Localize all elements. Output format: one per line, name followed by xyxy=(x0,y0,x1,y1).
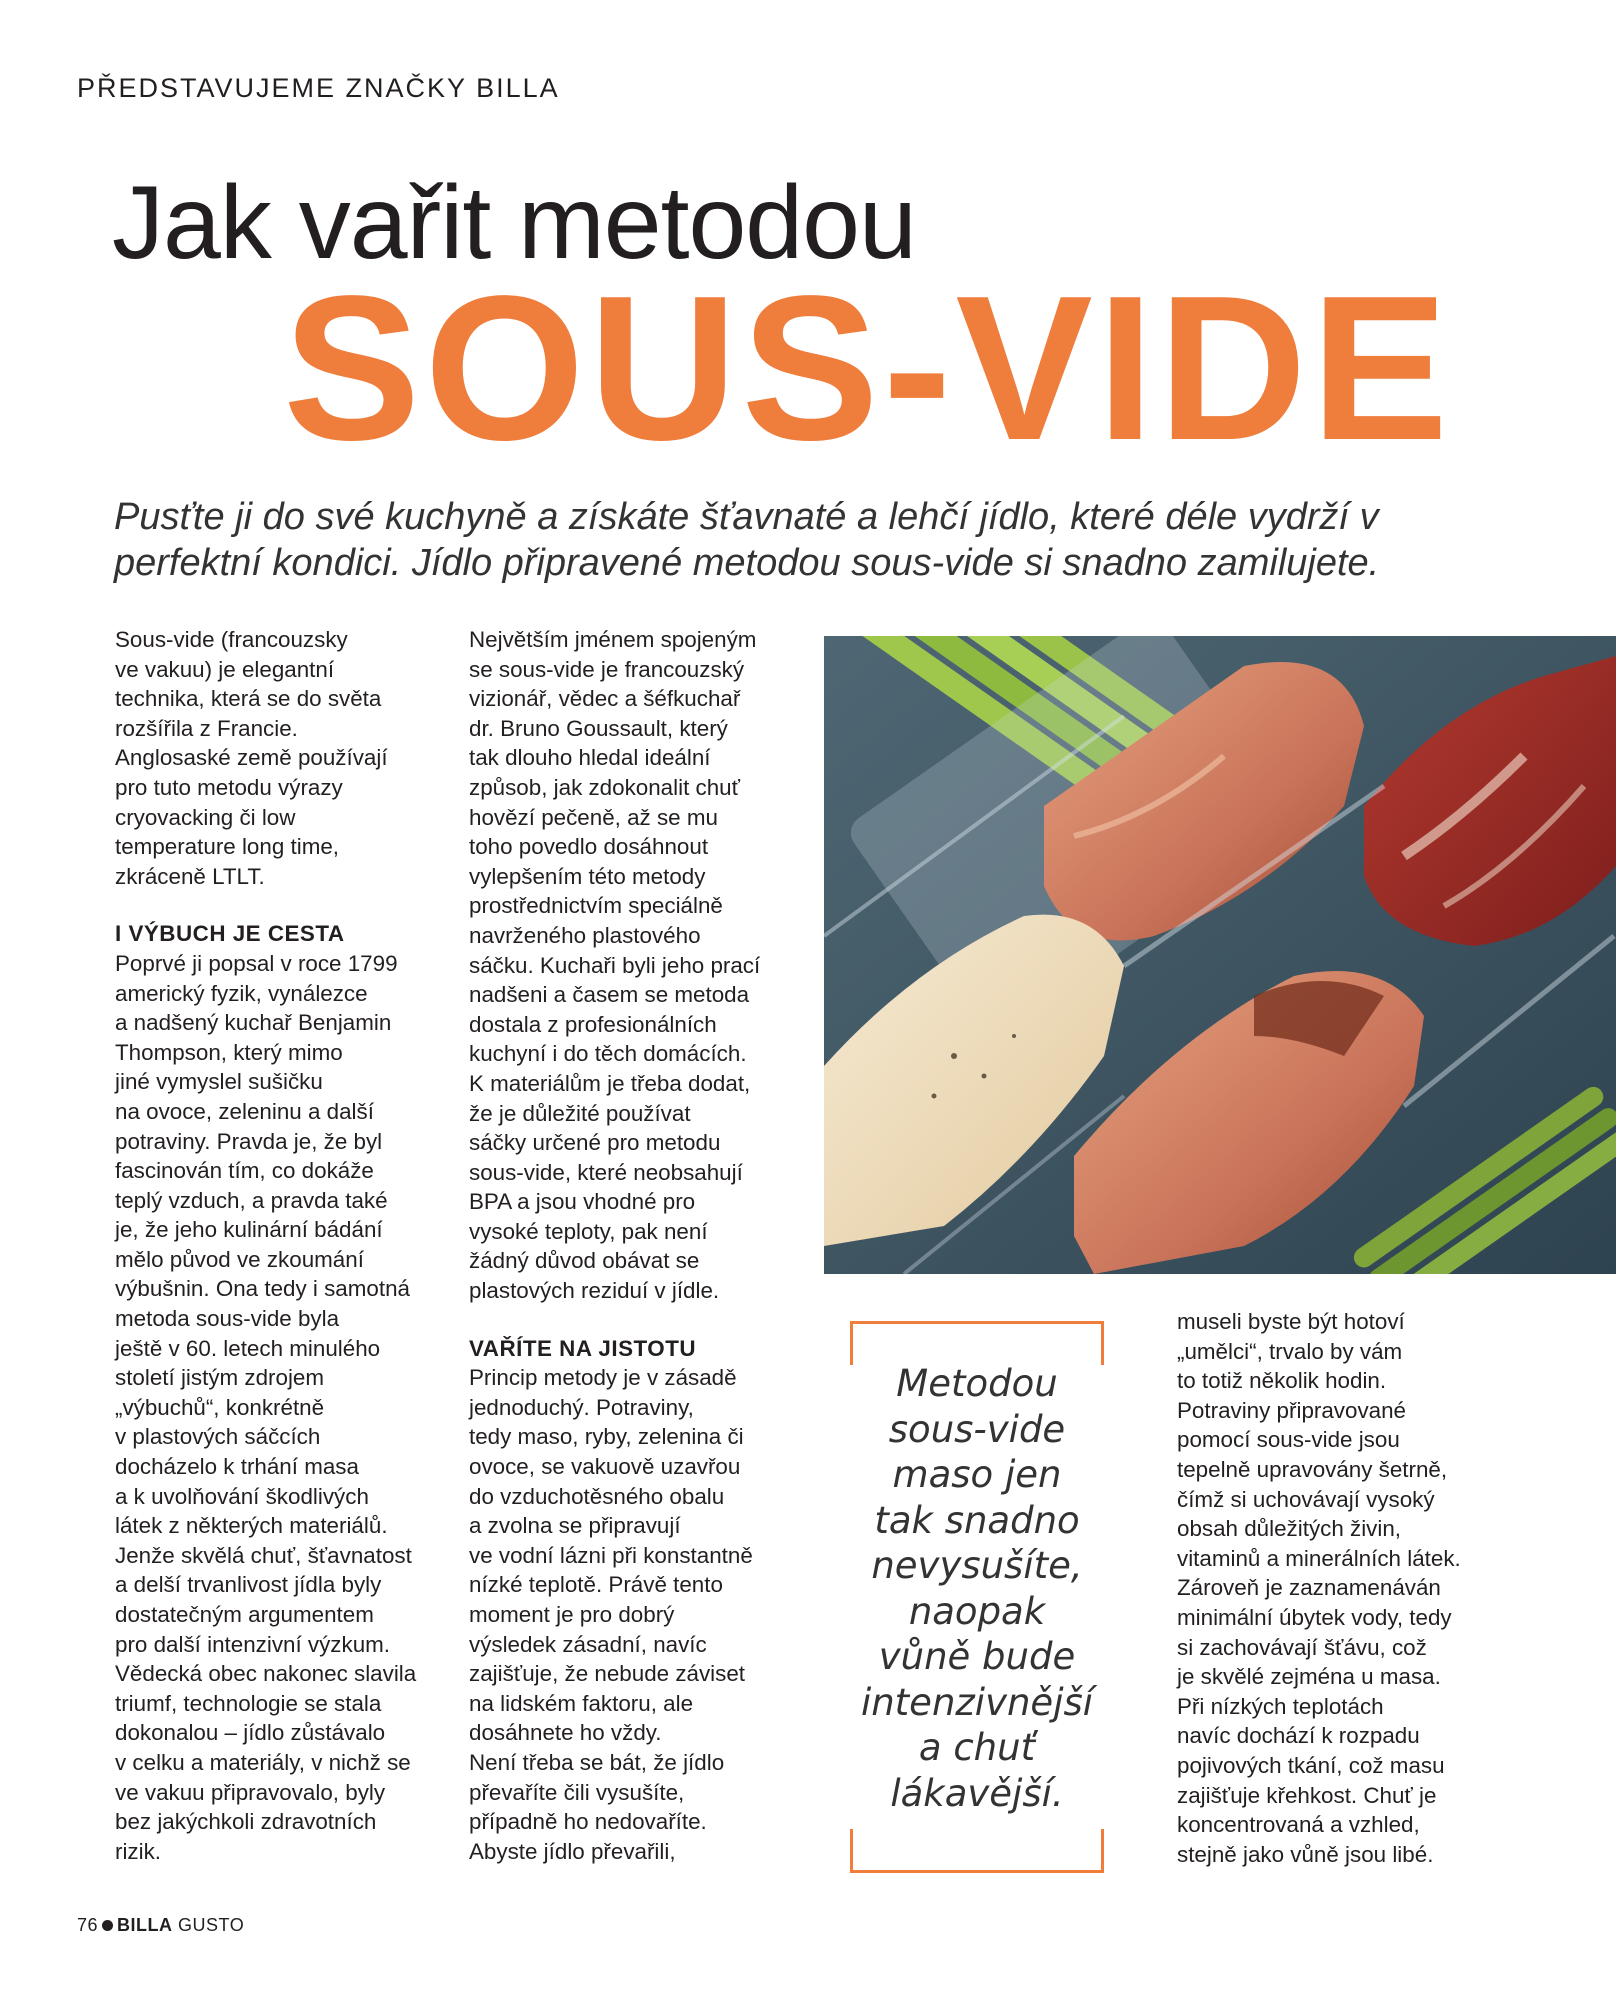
footer-magazine: GUSTO xyxy=(178,1915,245,1935)
pull-quote-top-left-corner xyxy=(850,1321,853,1365)
sous-vide-food-photo xyxy=(824,636,1616,1274)
page-title: Jak vařit metodou xyxy=(112,165,916,281)
lead-paragraph: Pusťte ji do své kuchyně a získáte šťavnaté a lehčí jídlo, které déle vydrží v perfektní kondici. Jídlo připravené metodou sous-vide si snadno zamilujete. xyxy=(114,496,1380,584)
pull-quote-top-right-corner xyxy=(1101,1321,1104,1365)
column2-heading: VAŘÍTE NA JISTOTU xyxy=(469,1335,697,1361)
article-column-1 xyxy=(115,625,445,1866)
pull-quote-bottom-rule xyxy=(850,1870,1104,1873)
pull-quote xyxy=(850,1321,1104,1873)
column4-body: museli byste být hotoví „umělci“, trvalo by vám to totiž několik hodin. Potraviny připravované pomocí sous-vide jsou tepelně upravovány šetrně, čímž si uchovávají vysoký obsah důležitých živin, vitaminů a minerálních látek. Zároveň je zaznamenáván minimální úbytek vody, tedy si zachovávají šťávu, což je skvělé zejména u masa. Při nízkých teplotách navíc dochází k rozpadu pojivových tkání, což masu zajišťuje křehkost. Chuť je koncentrovaná a vzhled, stejně jako vůně jsou libé. xyxy=(1177,1309,1461,1867)
pull-quote-text: Metodou sous-vide maso jen tak snadno nevysušíte, naopak vůně bude intenzivnější a chuť lákavější. xyxy=(860,1362,1094,1815)
page-title-highlight: SOUS-VIDE xyxy=(283,253,1453,483)
footer-brand: BILLA xyxy=(117,1915,173,1935)
pull-quote-bottom-right-corner xyxy=(1101,1829,1104,1873)
column1-heading: I VÝBUCH JE CESTA xyxy=(115,921,345,947)
page-number: 76 xyxy=(77,1915,99,1935)
bullet-icon xyxy=(102,1920,113,1931)
column2-body: Princip metody je v zásadě jednoduchý. Potraviny, tedy maso, ryby, zelenina či ovoce, se vakuově uzavřou do vzduchotěsného obalu a zvolna se připravují ve vodní lázni při konstantně nízké teplotě. Právě tento moment je pro dobrý výsledek zásadní, navíc zajišťuje, že nebude záviset na lidském faktoru, ale dosáhnete ho vždy. Není třeba se bát, že jídlo převaříte čili vysušíte, případně ho nedovaříte. Abyste jídlo převařili, xyxy=(469,1365,753,1864)
section-kicker: PŘEDSTAVUJEME ZNAČKY BILLA xyxy=(77,73,560,103)
column1-body: Poprvé ji popsal v roce 1799 americký fyzik, vynálezce a nadšený kuchař Benjamin Thompson, který mimo jiné vymyslel sušičku na ovoce, zeleninu a další potraviny. Pravda je, že byl fascinován tím, co dokáže teplý vzduch, a pravda také je, že jeho kulinární bádání mělo původ ve zkoumání výbušnin. Ona tedy i samotná metoda sous-vide byla ještě v 60. letech minulého století jistým zdrojem „výbuchů“, konkrétně v plastových sáčcích docházelo k trhání masa a k uvolňování škodlivých látek z některých materiálů. Jenže skvělá chuť, šťavnatost a delší trvanlivost jídla byly dostatečným argumentem pro další intenzivní výzkum. Vědecká obec nakonec slavila triumf, technologie se stala dokonalou – jídlo zůstávalo v celku a materiály, v nichž se ve vakuu připravovalo, byly bez jakýchkoli zdravotních rizik. xyxy=(115,950,417,1864)
pull-quote-top-rule xyxy=(850,1321,1104,1324)
vacuum-bags-illustration xyxy=(824,636,1616,1274)
column1-intro: Sous-vide (francouzsky ve vakuu) je elegantní technika, která se do světa rozšířila z Francie. Anglosaské země používají pro tuto metodu výrazy cryovacking či low temperature long time, zkráceně LTLT. xyxy=(115,627,388,889)
pull-quote-bottom-left-corner xyxy=(850,1829,853,1873)
article-column-2 xyxy=(469,625,789,1866)
article-column-4 xyxy=(1177,1307,1497,1869)
column2-intro: Největším jménem spojeným se sous-vide je francouzský vizionář, vědec a šéfkuchař dr. Bruno Goussault, který tak dlouho hledal ideální způsob, jak zdokonalit chuť hovězí pečeně, až se mu toho povedlo dosáhnout vylepšením této metody prostřednictvím speciálně navrženého plastového sáčku. Kuchaři byli jeho prací nadšeni a časem se metoda dostala z profesionálních kuchyní i do těch domácích. K materiálům je třeba dodat, že je důležité používat sáčky určené pro metodu sous-vide, které neobsahují BPA a jsou vhodné pro vysoké teploty, pak není žádný důvod obávat se plastových reziduí v jídle. xyxy=(469,627,761,1304)
page-footer xyxy=(77,1915,244,1936)
